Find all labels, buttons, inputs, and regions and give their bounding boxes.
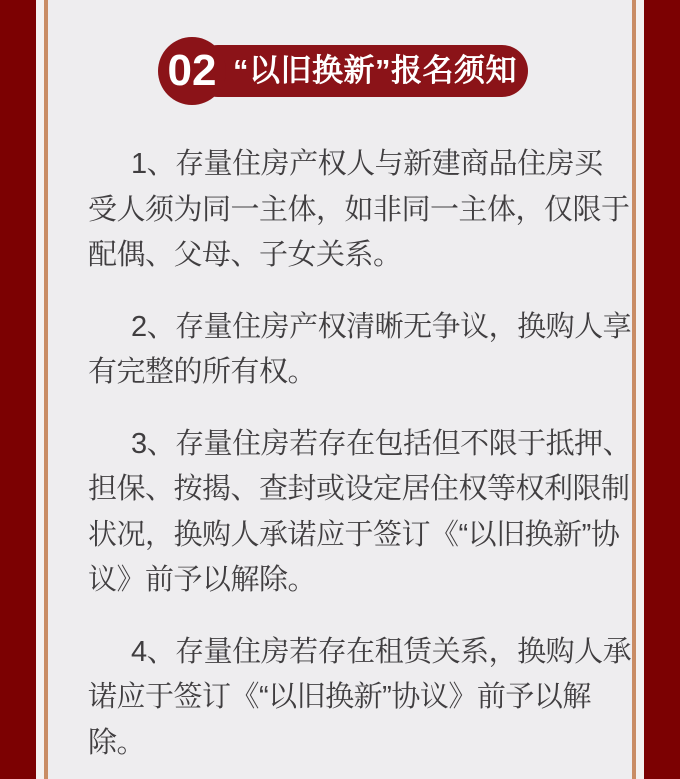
text-line: 除。 [88, 726, 146, 759]
section-number: 02 [167, 46, 217, 95]
notice-paragraph-3 [88, 422, 632, 604]
text-line: 4、存量住房若存在租赁关系，换购人承 [131, 635, 632, 668]
right-frame-bar [644, 0, 680, 779]
text-line: 议》前予以解除。 [88, 564, 317, 596]
notice-body [88, 142, 632, 766]
text-line: 3、存量住房若存在包括但不限于抵押、 [131, 427, 632, 460]
section-header-badge [158, 37, 528, 105]
text-line: 2、存量住房产权清晰无争议，换购人享 [131, 310, 632, 343]
text-line: 有完整的所有权。 [88, 356, 317, 388]
text-line: 状况，换购人承诺应于签订《“以旧换新”协 [88, 518, 620, 551]
notice-paragraph-4 [88, 630, 632, 767]
left-frame-rule [44, 0, 48, 779]
section-title-pill [192, 45, 528, 97]
text-line: 1、存量住房产权人与新建商品住房买 [131, 148, 603, 180]
left-frame-bar [0, 0, 36, 779]
notice-paragraph-2 [88, 305, 632, 396]
left-frame-gap [36, 0, 44, 779]
section-title: “以旧换新”报名须知 [233, 53, 517, 88]
text-line: 担保、按揭、查封或设定居住权等权利限制 [88, 473, 630, 505]
text-line: 诺应于签订《“以旧换新”协议》前予以解 [88, 681, 591, 713]
right-frame-gap [636, 0, 644, 779]
text-line: 配偶、父母、子女关系。 [88, 239, 402, 271]
notice-paragraph-1 [88, 142, 630, 279]
section-number-circle [158, 37, 226, 105]
right-frame-rule [632, 0, 636, 779]
text-line: 受人须为同一主体，如非同一主体，仅限于 [88, 193, 630, 226]
